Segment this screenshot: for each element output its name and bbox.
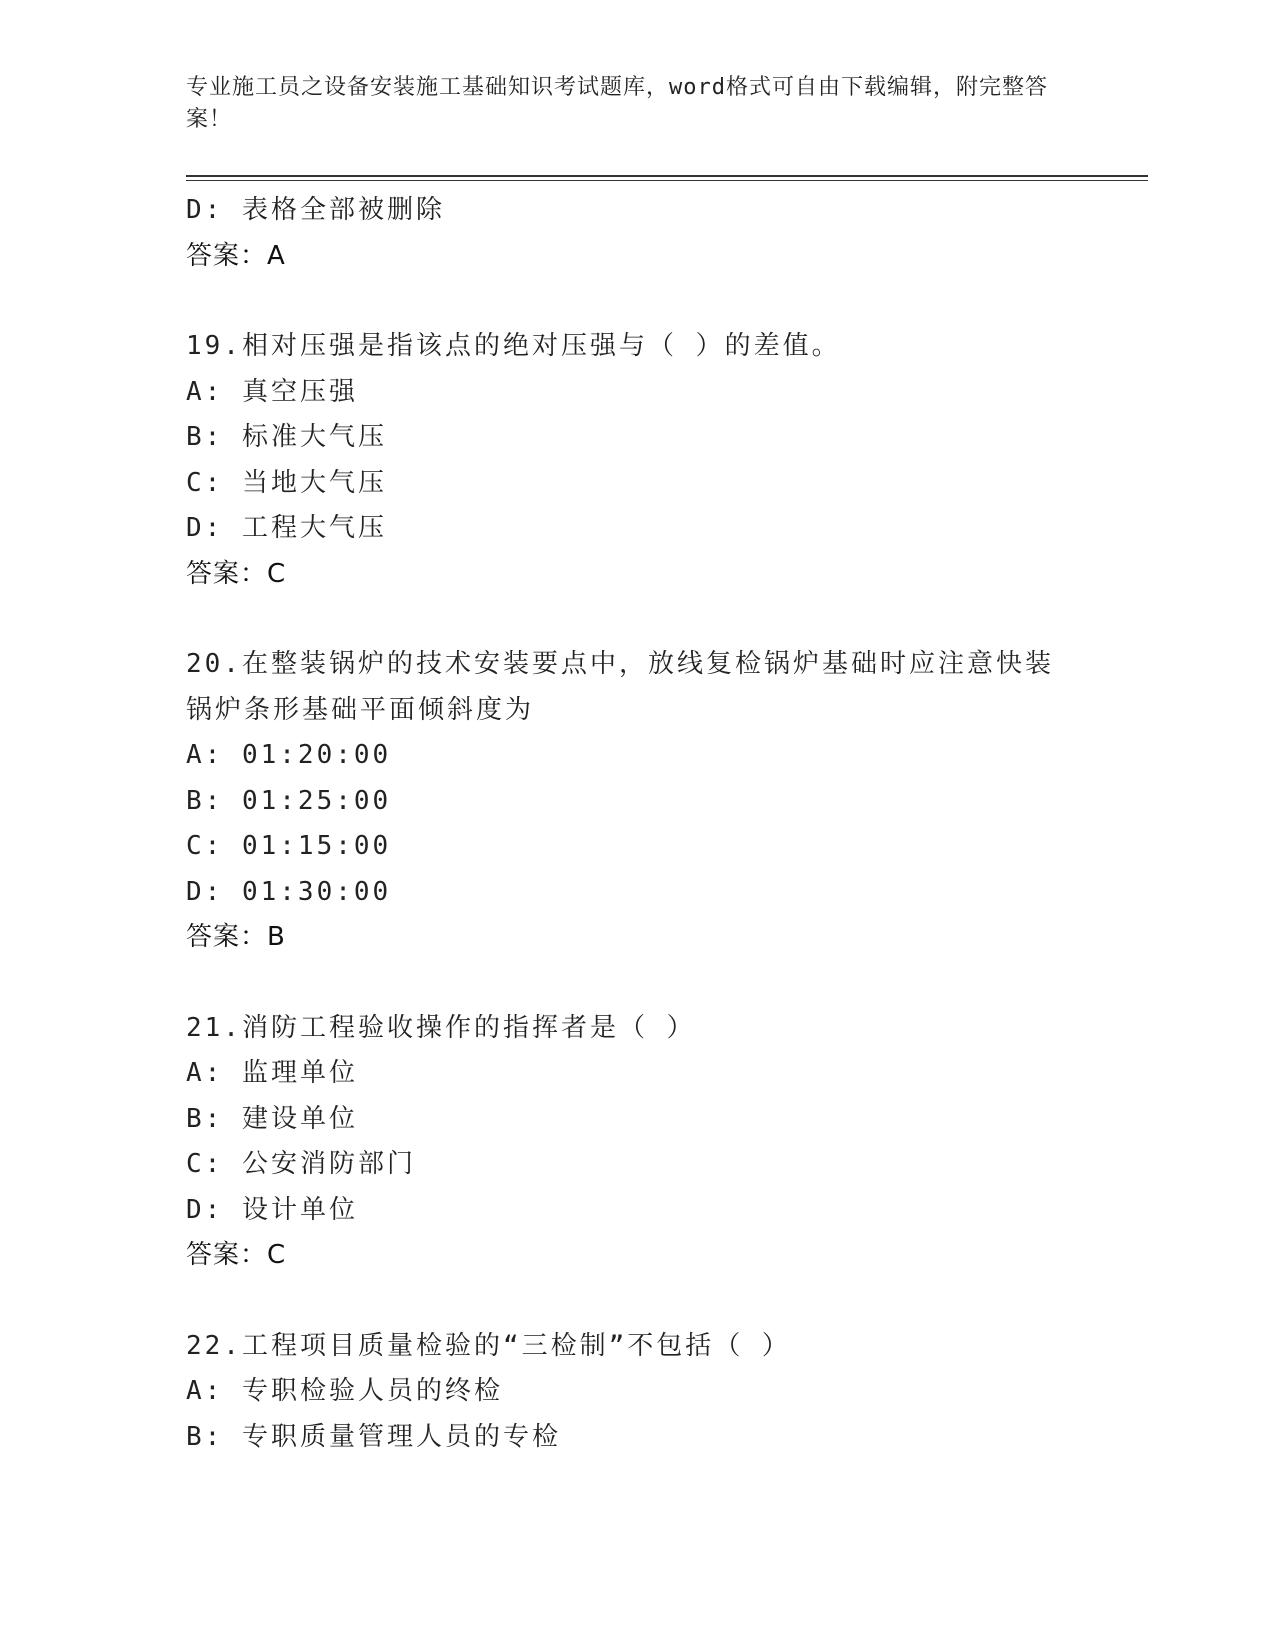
- question-list: [186, 188, 1086, 1460]
- document-header: 专业施工员之设备安装施工基础知识考试题库，word格式可自由下载编辑，附完整答案！: [186, 75, 1048, 132]
- option-c: C: 01:15:00: [186, 831, 392, 861]
- option-d: D: 工程大气压: [186, 513, 387, 543]
- option-a: A: 监理单位: [186, 1058, 358, 1088]
- option-b: B: 建设单位: [186, 1103, 358, 1134]
- header-rule-thick: [186, 175, 1148, 177]
- question-21: [186, 1006, 1086, 1279]
- question-20: [186, 642, 1086, 961]
- option-c: C: 公安消防部门: [186, 1149, 416, 1179]
- option-b: B: 专职质量管理人员的专检: [186, 1421, 561, 1452]
- option-b: B: 01:25:00: [186, 785, 392, 816]
- option-d: D: 01:30:00: [186, 876, 392, 907]
- question-22: [186, 1324, 1086, 1461]
- option-d: D: 表格全部被删除: [186, 195, 445, 225]
- answer-line: 答案：C: [186, 1240, 287, 1270]
- question-stem: 20.在整装锅炉的技术安装要点中，放线复检锅炉基础时应注意快装锅炉条形基础平面倾斜度为: [186, 649, 1054, 725]
- question-19: [186, 324, 1086, 597]
- option-a: A: 01:20:00: [186, 740, 392, 770]
- header-rule-thin: [186, 180, 1148, 181]
- carryover-block: [186, 188, 1086, 279]
- answer-line: 答案：C: [186, 558, 287, 589]
- option-d: D: 设计单位: [186, 1194, 358, 1225]
- option-a: A: 专职检验人员的终检: [186, 1376, 503, 1406]
- question-stem: 19.相对压强是指该点的绝对压强与（ ）的差值。: [186, 331, 841, 361]
- question-stem: 22.工程项目质量检验的“三检制”不包括（ ）: [186, 1330, 791, 1361]
- answer-line: 答案：A: [186, 240, 286, 271]
- option-c: C: 当地大气压: [186, 467, 387, 498]
- option-b: B: 标准大气压: [186, 422, 387, 452]
- question-stem: 21.消防工程验收操作的指挥者是（ ）: [186, 1012, 696, 1043]
- answer-line: 答案：B: [186, 922, 286, 952]
- option-a: A: 真空压强: [186, 376, 358, 407]
